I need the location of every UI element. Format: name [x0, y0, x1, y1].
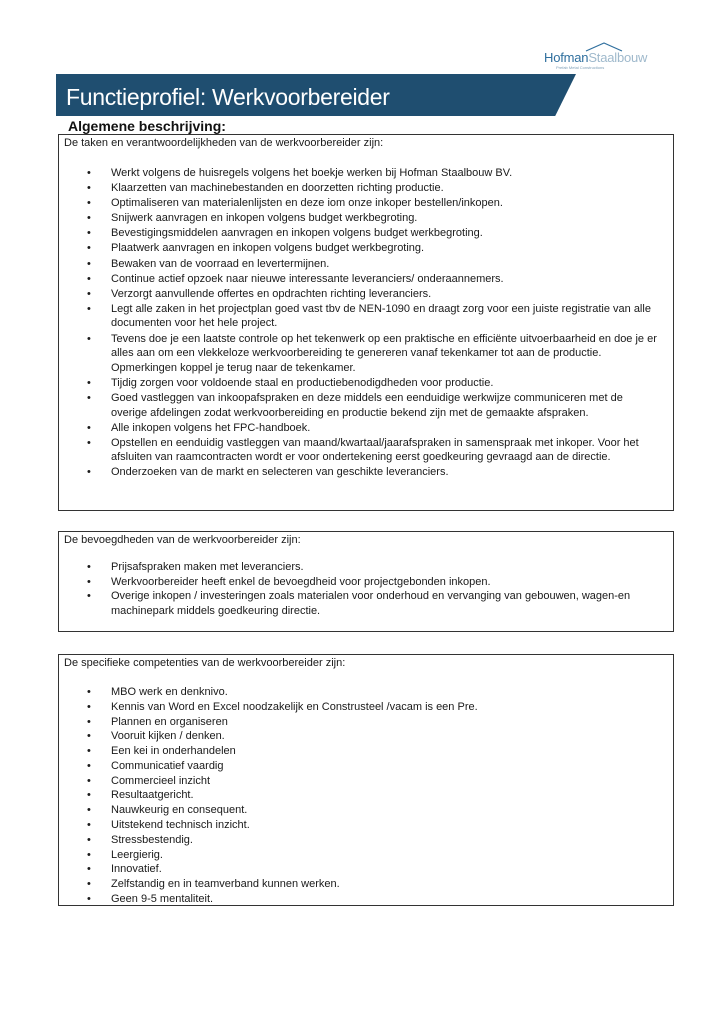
list-item: • Resultaatgericht. [85, 788, 659, 803]
list-item: • Werkt volgens de huisregels volgens het boekje werken bij Hofman Staalbouw BV. [85, 166, 659, 181]
list-item: • Continue actief opzoek naar nieuwe interessante leveranciers/ onderaannemers. [85, 272, 659, 287]
competenties-list [85, 685, 659, 907]
logo-tagline: Prefab Metal Constructions [556, 65, 605, 70]
taken-list [85, 166, 659, 480]
list-item: • Geen 9-5 mentaliteit. [85, 892, 659, 907]
list-item: • Klaarzetten van machinebestanden en doorzetten richting productie. [85, 181, 659, 196]
list-item: • Bevestigingsmiddelen aanvragen en inkopen volgens budget werkbegroting. [85, 226, 659, 241]
taken-box [58, 134, 674, 511]
list-item: • Vooruit kijken / denken. [85, 729, 659, 744]
logo-wordmark [544, 50, 647, 65]
list-item: • Verzorgt aanvullende offertes en opdrachten richting leveranciers. [85, 287, 659, 302]
taken-heading: De taken en verantwoordelijkheden van de werkvoorbereider zijn: [64, 137, 384, 149]
list-item: • Zelfstandig en in teamverband kunnen werken. [85, 877, 659, 892]
list-item: • Alle inkopen volgens het FPC-handboek. [85, 421, 659, 436]
list-item: • Optimaliseren van materialenlijsten en deze iom onze inkoper bestellen/inkopen. [85, 196, 659, 211]
list-item: • Onderzoeken van de markt en selecteren van geschikte leveranciers. [85, 465, 659, 480]
list-item: • Werkvoorbereider heeft enkel de bevoegdheid voor projectgebonden inkopen. [85, 575, 659, 590]
list-item: • Snijwerk aanvragen en inkopen volgens budget werkbegroting. [85, 211, 659, 226]
list-item: • Nauwkeurig en consequent. [85, 803, 659, 818]
logo-brand-part1: Hofman [544, 50, 589, 65]
logo-brand-part2: Staalbouw [588, 50, 648, 65]
list-item: • Een kei in onderhandelen [85, 744, 659, 759]
list-item: • MBO werk en denknivo. [85, 685, 659, 700]
list-item: • Plaatwerk aanvragen en inkopen volgens budget werkbegroting. [85, 241, 659, 256]
list-item: • Commercieel inzicht [85, 774, 659, 789]
section-heading: Algemene beschrijving: [68, 118, 226, 134]
list-item: • Leergierig. [85, 848, 659, 863]
competenties-heading: De specifieke competenties van de werkvoorbereider zijn: [64, 657, 346, 669]
bevoegdheden-list [85, 560, 659, 618]
competenties-box [58, 654, 674, 906]
list-item: • Goed vastleggen van inkoopafspraken en deze middels een eenduidige werkwijze communiceren met de overige afdelingen zodat werkvoorbereiding en productie bekend zijn met de gemaakte afspraken. [85, 391, 659, 420]
list-item: • Overige inkopen / investeringen zoals materialen voor onderhoud en vervanging van gebouwen, wagen-en machinepark middels goedkeuring directie. [85, 589, 659, 618]
list-item: • Stressbestendig. [85, 833, 659, 848]
list-item: • Tijdig zorgen voor voldoende staal en productiebenodigdheden voor productie. [85, 376, 659, 391]
list-item: • Legt alle zaken in het projectplan goed vast tbv de NEN-1090 en draagt zorg voor een juiste registratie van alle documenten voor het hele project. [85, 302, 659, 331]
list-item: • Prijsafspraken maken met leveranciers. [85, 560, 659, 575]
bevoegdheden-heading: De bevoegdheden van de werkvoorbereider zijn: [64, 534, 301, 546]
company-logo [544, 40, 664, 70]
list-item: • Tevens doe je een laatste controle op het tekenwerk op een praktische en efficiënte uitvoerbaarheid en doe je er alles aan om een vlekkeloze werkvoorbereiding te genereren vanaf tekenkamer tot aan de productie. Opmerkingen koppel je terug naar de tekenkamer. [85, 332, 659, 376]
list-item: • Opstellen en eenduidig vastleggen van maand/kwartaal/jaarafspraken in samenspraak met inkoper. Voor het afsluiten van raamcontracten wordt er voor ondertekening eerst goedkeuring gevraagd aan de directie. [85, 436, 659, 465]
list-item: • Uitstekend technisch inzicht. [85, 818, 659, 833]
list-item: • Bewaken van de voorraad en levertermijnen. [85, 257, 659, 272]
bevoegdheden-box [58, 531, 674, 632]
list-item: • Innovatief. [85, 862, 659, 877]
list-item: • Kennis van Word en Excel noodzakelijk en Construsteel /vacam is een Pre. [85, 700, 659, 715]
page-title: Functieprofiel: Werkvoorbereider [66, 84, 390, 110]
list-item: • Plannen en organiseren [85, 715, 659, 730]
list-item: • Communicatief vaardig [85, 759, 659, 774]
